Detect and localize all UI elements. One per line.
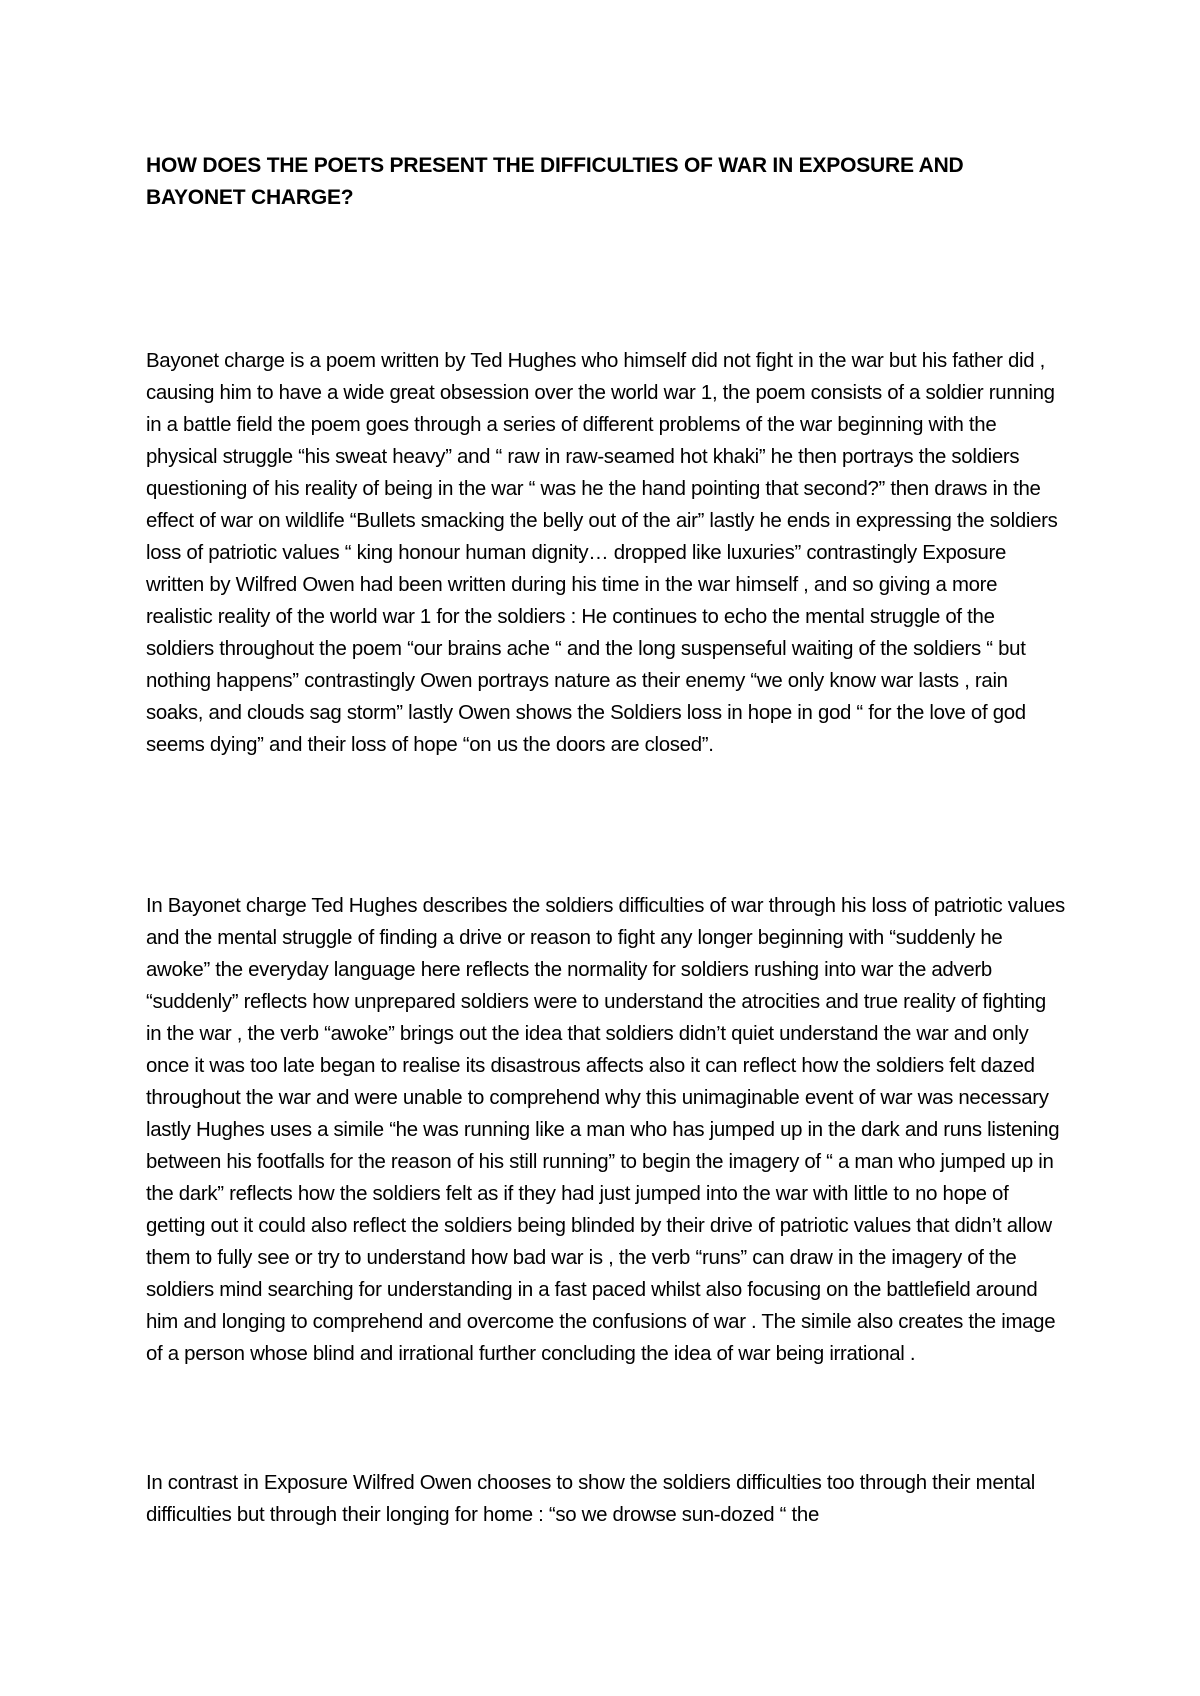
paragraph-intro: Bayonet charge is a poem written by Ted Hughes who himself did not fight in the war but his father did , causing him to have a wide great obsession over the world war 1, the poem consists of a soldier running in a battle field the poem goes through a series of different problems of the war beginning with the physical struggle “his sweat heavy” and “ raw in raw-seamed hot khaki” he then portrays the soldiers questioning of his reality of being in the war “ was he the hand pointing that second?” then draws in the effect of war on wildlife “Bullets smacking the belly out of the air” lastly he ends in expressing the soldiers loss of patriotic values “ king honour human dignity… dropped like luxuries” contrastingly Exposure written by Wilfred Owen had been written during his time in the war himself , and so giving a more realistic reality of the world war 1 for the soldiers : He continues to echo the mental struggle of the soldiers throughout the poem “our brains ache “ and the long suspenseful waiting of the soldiers “ but nothing happens” contrastingly Owen portrays nature as their enemy “we only know war lasts , rain soaks, and clouds sag storm” lastly Owen shows the Soldiers loss in hope in god “ for the love of god seems dying” and their loss of hope “on us the doors are closed”. [146,350,1058,756]
essay-title: HOW DOES THE POETS PRESENT THE DIFFICULTIES OF WAR IN EXPOSURE AND BAYONET CHARGE? [146,154,964,209]
paragraph-exposure-analysis: In contrast in Exposure Wilfred Owen chooses to show the soldiers difficulties too through their mental difficulties but through their longing for home : “so we drowse sun-dozed “ the [146,1472,1036,1526]
paragraph-bayonet-charge-analysis: In Bayonet charge Ted Hughes describes the soldiers difficulties of war through his loss of patriotic values and the mental struggle of finding a drive or reason to fight any longer beginning with “suddenly he awoke” the everyday language here reflects the normality for soldiers rushing into war the adverb “suddenly” reflects how unprepared soldiers were to understand the atrocities and true reality of fighting in the war , the verb “awoke” brings out the idea that soldiers didn’t quiet understand the war and only once it was too late began to realise its disastrous affects also it can reflect how the soldiers felt dazed throughout the war and were unable to comprehend why this unimaginable event of war was necessary lastly Hughes uses a simile “he was running like a man who has jumped up in the dark and runs listening between his footfalls for the reason of his still running” to begin the imagery of “ a man who jumped up in the dark” reflects how the soldiers felt as if they had just jumped into the war with little to no hope of getting out it could also reflect the soldiers being blinded by their drive of patriotic values that didn’t allow them to fully see or try to understand how bad war is , the verb “runs” can draw in the imagery of the soldiers mind searching for understanding in a fast paced whilst also focusing on the battlefield around him and longing to comprehend and overcome the confusions of war . The simile also creates the image of a person whose blind and irrational further concluding the idea of war being irrational . [146,895,1065,1365]
